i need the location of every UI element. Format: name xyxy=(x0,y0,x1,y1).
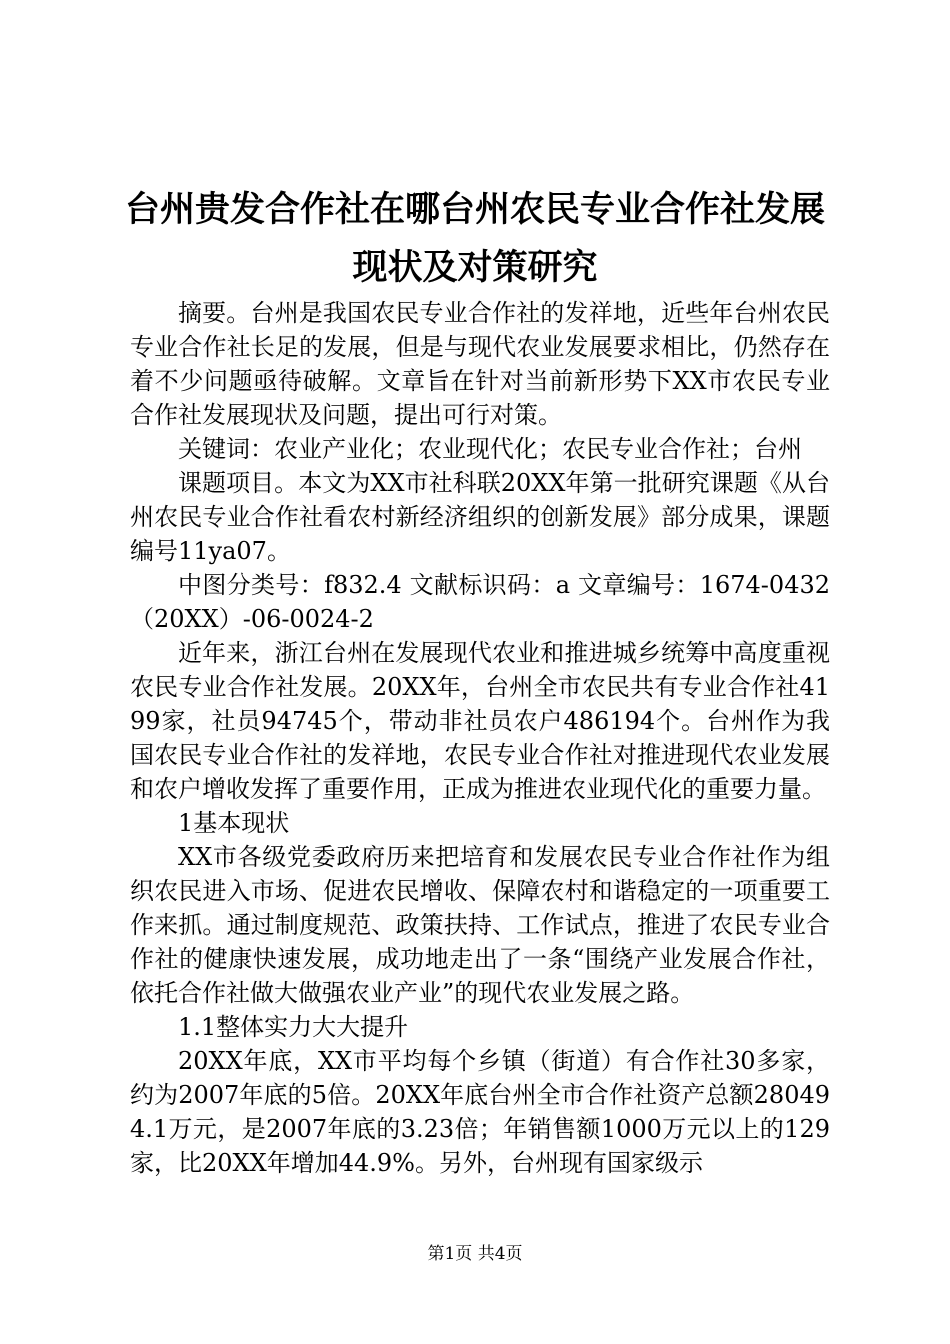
section-1-1-paragraph: 20XX年底，XX市平均每个乡镇（街道）有合作社30多家，约为2007年底的5倍。20XX年底台州全市合作社资产总额280494.1万元，是2007年底的3.23倍；年销售额1000万元以上的129家，比20XX年增加44.9%。另外，台州现有国家级示 xyxy=(130,1047,830,1177)
document-title-line-2: 现状及对策研究 xyxy=(352,247,598,288)
keywords-paragraph: 关键词：农业产业化；农业现代化；农民专业合作社；台州 xyxy=(178,435,802,463)
intro-paragraph: 近年来，浙江台州在发展现代农业和推进城乡统筹中高度重视农民专业合作社发展。20XX年，台州全市农民共有专业合作社4199家，社员94745个，带动非社员农户486194个。台州作为我国农民专业合作社的发祥地，农民专业合作社对推进现代农业发展和农户增收发挥了重要作用，正成为推进农业现代化的重要力量。 xyxy=(130,639,830,803)
document-body xyxy=(130,296,830,1180)
project-paragraph: 课题项目。本文为XX市社科联20XX年第一批研究课题《从台州农民专业合作社看农村新经济组织的创新发展》部分成果，课题编号11ya07。 xyxy=(130,469,830,565)
abstract-paragraph: 摘要。台州是我国农民专业合作社的发祥地，近些年台州农民专业合作社长足的发展，但是与现代农业发展要求相比，仍然存在着不少问题亟待破解。文章旨在针对当前新形势下XX市农民专业合作社发展现状及问题，提出可行对策。 xyxy=(130,299,830,429)
document-title-line-1: 台州贵发合作社在哪台州农民专业合作社发展 xyxy=(124,189,825,230)
page-number-footer: 第1页 共4页 xyxy=(427,1244,523,1264)
section-1-paragraph: XX市各级党委政府历来把培育和发展农民专业合作社作为组织农民进入市场、促进农民增收、保障农村和谐稳定的一项重要工作来抓。通过制度规范、政策扶持、工作试点，推进了农民专业合作社的健康快速发展，成功地走出了一条“围绕产业发展合作社，依托合作社做大做强农业产业”的现代农业发展之路。 xyxy=(130,843,830,1007)
section-heading-1-1: 1.1整体实力大大提升 xyxy=(178,1013,409,1041)
classification-paragraph: 中图分类号：f832.4 文献标识码：a 文章编号：1674-0432（20XX）-06-0024-2 xyxy=(130,571,830,633)
section-heading-1: 1基本现状 xyxy=(178,809,290,837)
